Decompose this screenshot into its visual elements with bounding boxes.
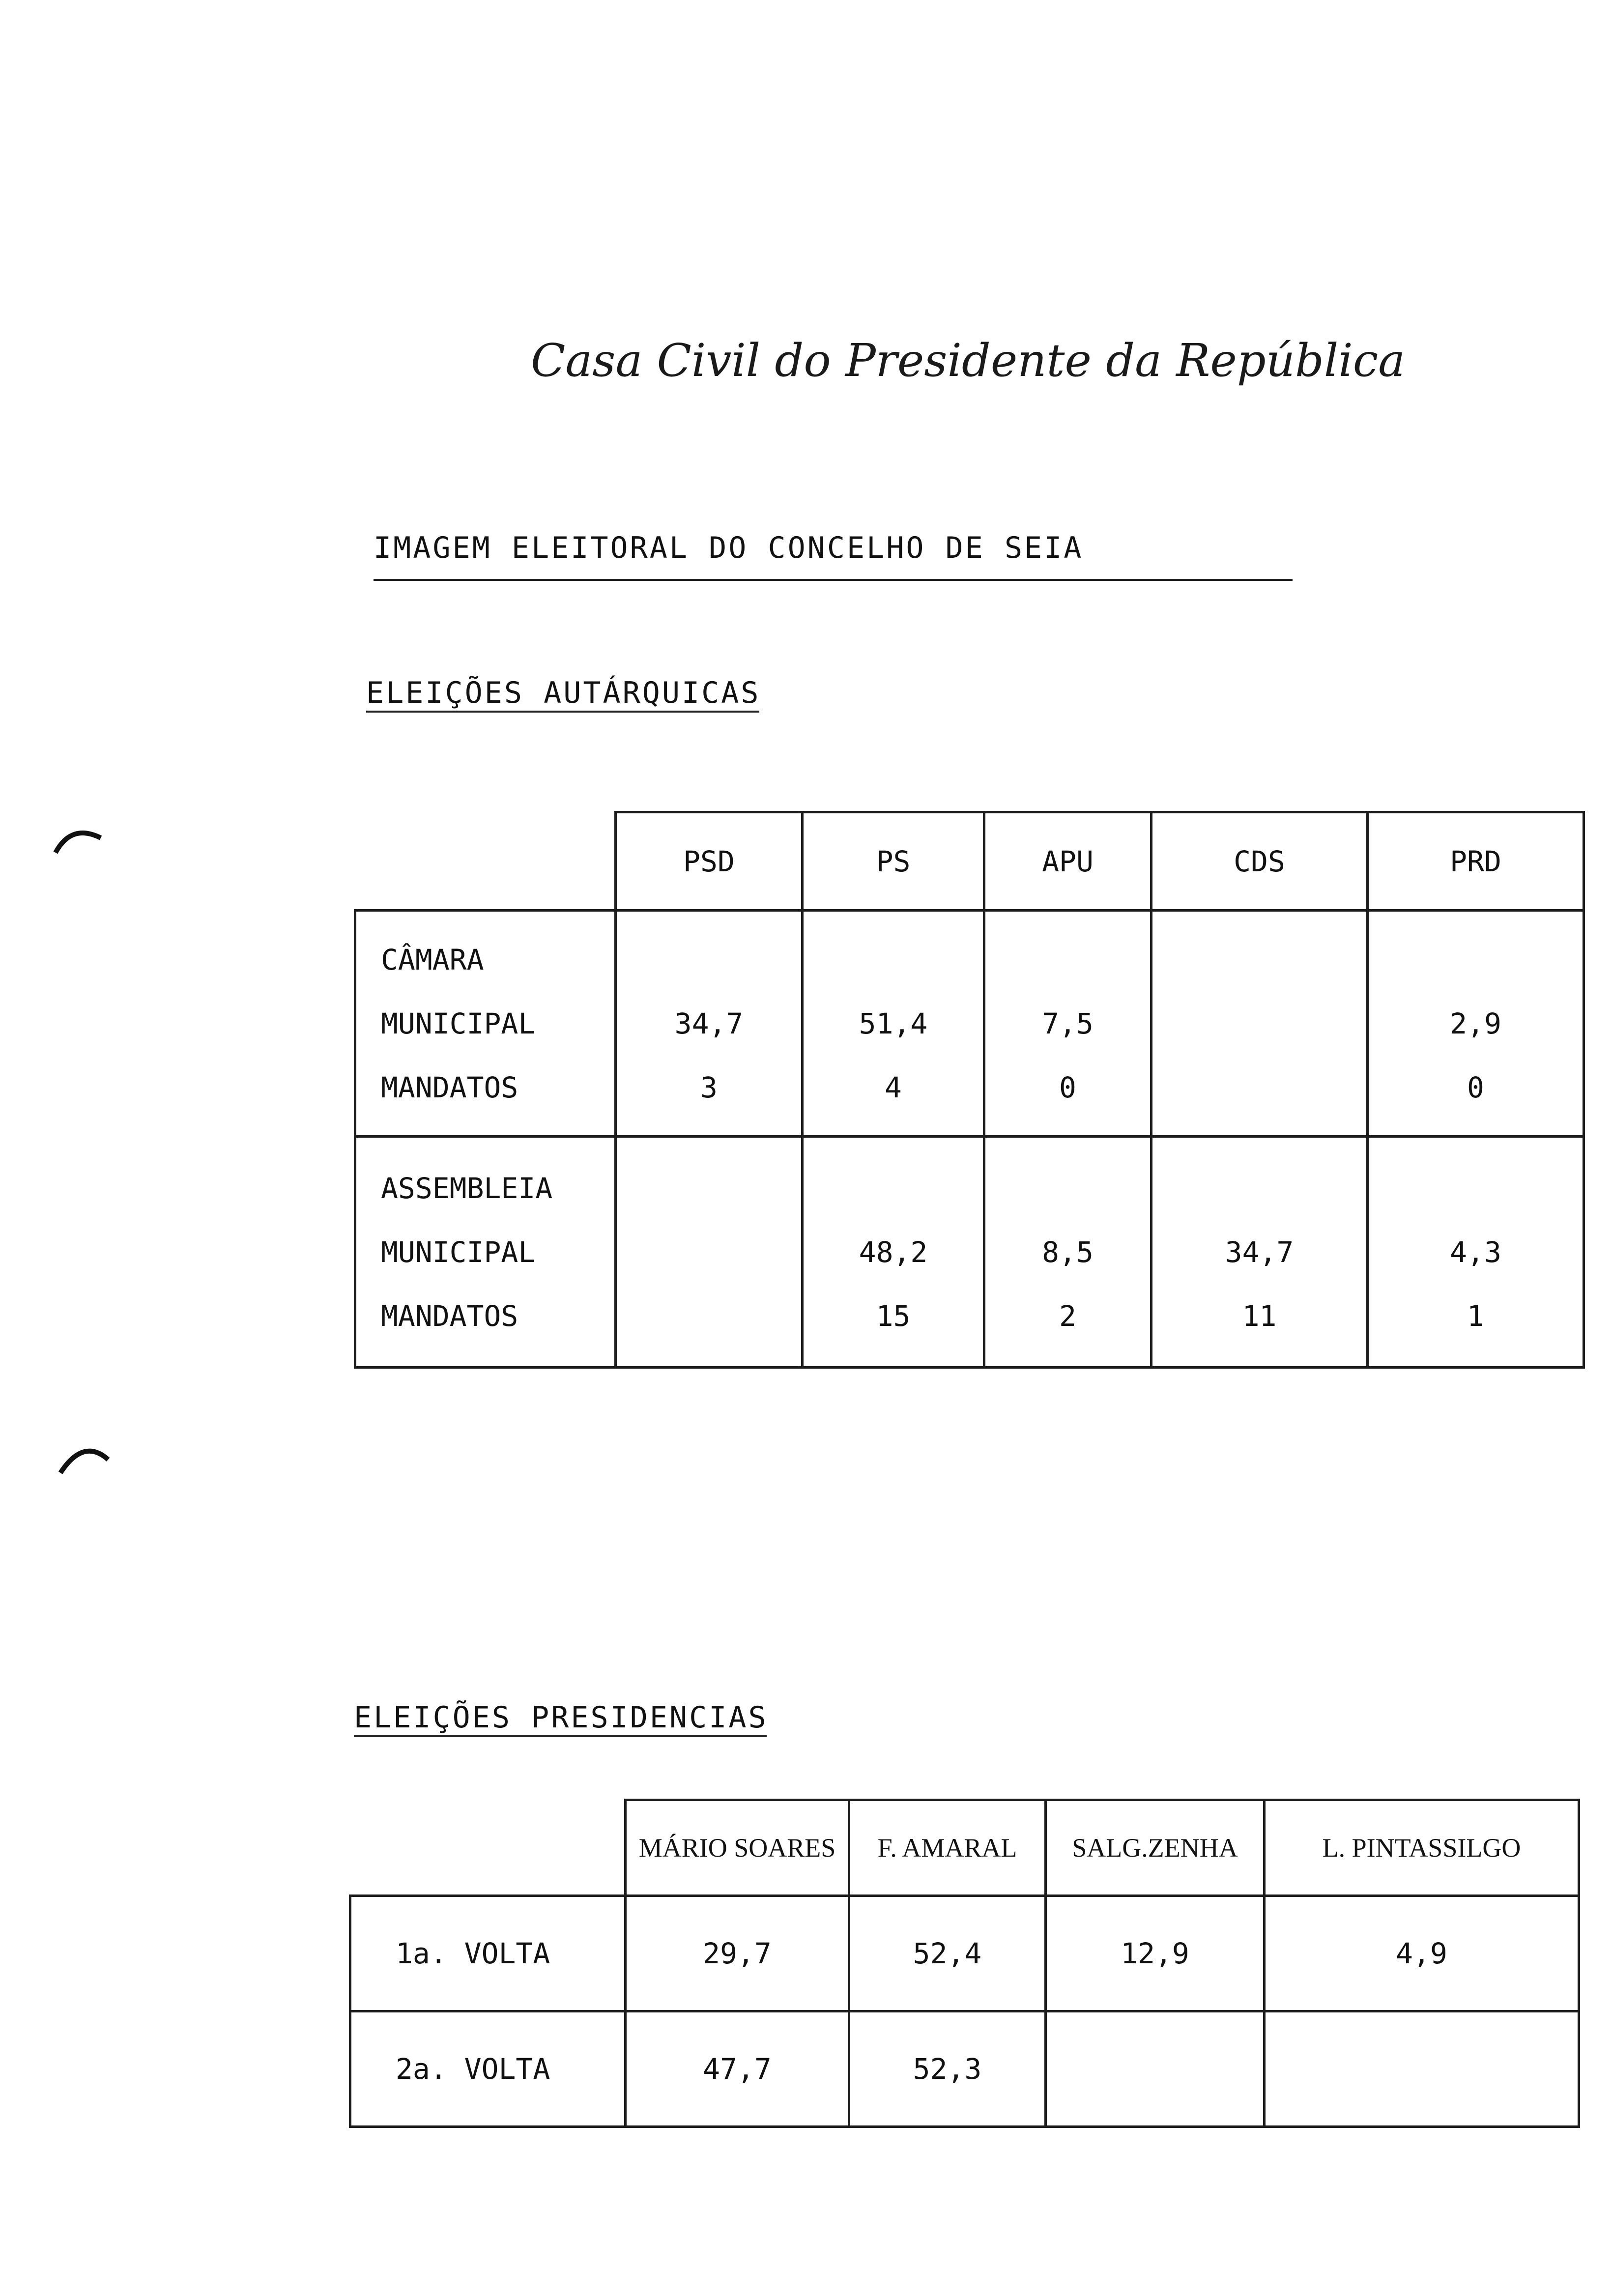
- cell: [616, 1137, 803, 1368]
- percent-value: 34,7: [1225, 1235, 1294, 1269]
- cell: [803, 1137, 984, 1368]
- percent-value: 8,5: [1042, 1235, 1094, 1269]
- col-header-prd: PRD: [1368, 812, 1584, 911]
- col-header-cds: CDS: [1151, 812, 1368, 911]
- row-label-line: MUNICIPAL: [381, 1006, 536, 1040]
- table-row: [355, 1137, 1584, 1368]
- row-label-line: MANDATOS: [381, 1070, 518, 1104]
- cell: [1368, 1137, 1584, 1368]
- mandatos-value: 0: [1059, 1070, 1076, 1104]
- row-label-line: MUNICIPAL: [381, 1235, 536, 1269]
- header-corner: [350, 1800, 626, 1896]
- row-label-camara: [355, 911, 616, 1137]
- cell: [1151, 1137, 1368, 1368]
- percent-value: 48,2: [859, 1235, 928, 1269]
- row-label-line: CÂMARA: [381, 943, 484, 976]
- cell: [984, 1137, 1151, 1368]
- presidenciais-table: [349, 1799, 1580, 2128]
- header-corner: [355, 812, 616, 911]
- row-label-line: ASSEMBLEIA: [381, 1171, 553, 1205]
- cell: [1368, 911, 1584, 1137]
- col-header-mario-soares: MÁRIO SOARES: [626, 1800, 849, 1896]
- mandatos-value: 1: [1467, 1299, 1484, 1333]
- punch-mark-icon: [52, 818, 111, 858]
- cell-value: 47,7: [626, 2011, 849, 2127]
- mandatos-value: 0: [1467, 1070, 1484, 1104]
- cell: [616, 911, 803, 1137]
- col-header-l-pintassilgo: L. PINTASSILGO: [1265, 1800, 1579, 1896]
- percent-value: 7,5: [1042, 1006, 1094, 1040]
- percent-value: 51,4: [859, 1006, 928, 1040]
- row-label-2a-volta: 2a. VOLTA: [350, 2011, 626, 2127]
- title-underline: [374, 579, 1293, 581]
- punch-mark-icon: [57, 1437, 115, 1477]
- col-header-f-amaral: F. AMARAL: [849, 1800, 1046, 1896]
- mandatos-value: 15: [876, 1299, 911, 1333]
- cell-value: [1046, 2011, 1265, 2127]
- table-row: [350, 2011, 1579, 2127]
- letterhead: Casa Civil do Presidente da República: [531, 334, 1406, 387]
- row-label-line: MANDATOS: [381, 1299, 518, 1333]
- autarquicas-table: [354, 811, 1585, 1369]
- percent-value: 34,7: [674, 1006, 744, 1040]
- col-header-ps: PS: [803, 812, 984, 911]
- cell-value: 52,3: [849, 2011, 1046, 2127]
- mandatos-value: 4: [885, 1070, 902, 1104]
- cell-value: 29,7: [626, 1896, 849, 2011]
- mandatos-value: 3: [700, 1070, 718, 1104]
- table-row: [355, 911, 1584, 1137]
- cell-value: 52,4: [849, 1896, 1046, 2011]
- autarquicas-heading: ELEIÇÕES AUTÁRQUICAS: [366, 676, 761, 710]
- col-header-psd: PSD: [616, 812, 803, 911]
- percent-value: 2,9: [1450, 1006, 1501, 1040]
- cell-value: 12,9: [1046, 1896, 1265, 2011]
- cell: [984, 911, 1151, 1137]
- percent-value: 4,3: [1450, 1235, 1501, 1269]
- table-row: [350, 1896, 1579, 2011]
- col-header-salg-zenha: SALG.ZENHA: [1046, 1800, 1265, 1896]
- mandatos-value: 2: [1059, 1299, 1076, 1333]
- cell: [1151, 911, 1368, 1137]
- cell-value: 4,9: [1265, 1896, 1579, 2011]
- cell-value: [1265, 2011, 1579, 2127]
- document-title: IMAGEM ELEITORAL DO CONCELHO DE SEIA: [374, 531, 1084, 565]
- presidenciais-heading: ELEIÇÕES PRESIDENCIAS: [354, 1700, 768, 1735]
- row-label-1a-volta: 1a. VOLTA: [350, 1896, 626, 2011]
- col-header-apu: APU: [984, 812, 1151, 911]
- mandatos-value: 11: [1242, 1299, 1277, 1333]
- presidenciais-underline: [354, 1735, 767, 1737]
- row-label-assembleia: [355, 1137, 616, 1368]
- cell: [803, 911, 984, 1137]
- autarquicas-underline: [366, 711, 759, 713]
